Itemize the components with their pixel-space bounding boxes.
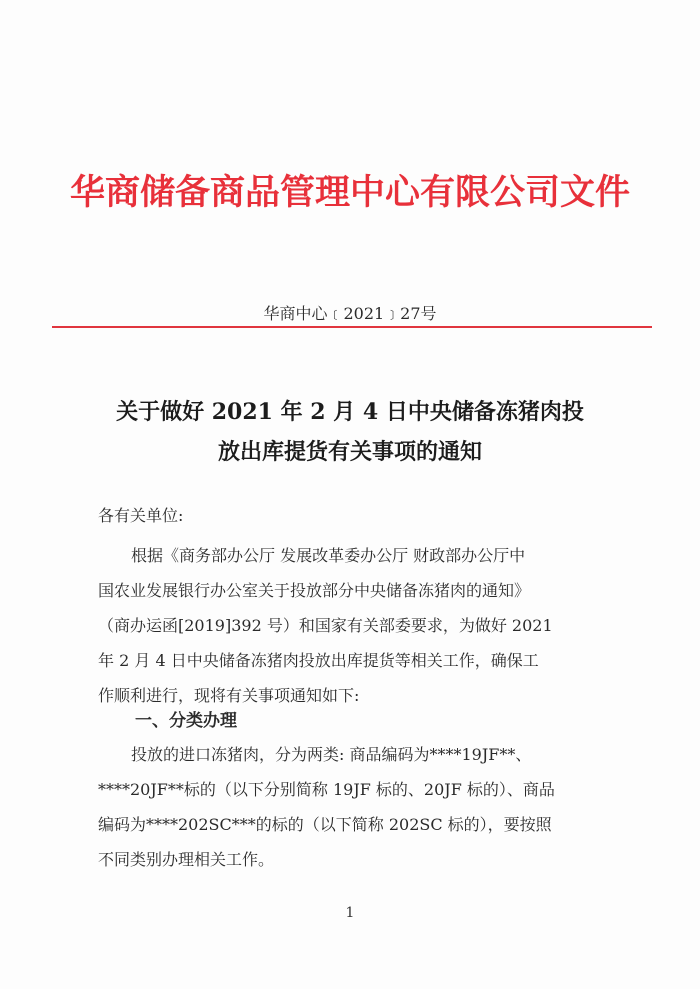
page-number: 1 [345,905,355,921]
salutation: 各有关单位: [98,506,184,525]
paragraph-line: 作顺利进行，现将有关事项通知如下: [98,686,360,705]
paragraph-2 [98,737,618,877]
document-header: 华商储备商品管理中心有限公司文件 [69,173,630,213]
title-line: 放出库提货有关事项的通知 [217,439,482,465]
section-title: 一、分类办理 [135,711,237,731]
paragraph-line: 投放的进口冻猪肉，分为两类: 商品编码为****19JF**、 [131,745,532,764]
title-line: 关于做好 2021 年 2 月 4 日中央储备冻猪肉投 [116,399,584,425]
paragraph-line: ****20JF**标的（以下分别简称 19JF 标的、20JF 标的）、商品 [98,780,555,799]
paragraph-line: 不同类别办理相关工作。 [98,850,275,869]
paragraph-line: 年 2 月 4 日中央储备冻猪肉投放出库提货等相关工作，确保工 [98,651,539,670]
paragraph-line: （商办运函[2019]392 号）和国家有关部委要求，为做好 2021 [98,616,553,635]
paragraph-line: 根据《商务部办公厅 发展改革委办公厅 财政部办公厅中 [131,546,526,565]
paragraph-line: 编码为****202SC***的标的（以下简称 202SC 标的），要按照 [98,815,552,834]
document-title [60,392,640,472]
header-divider [52,326,652,328]
document-number: 华商中心﹝2021﹞27号 [263,304,437,323]
paragraph-1 [98,538,618,713]
paragraph-line: 国农业发展银行办公室关于投放部分中央储备冻猪肉的通知》 [98,581,531,600]
